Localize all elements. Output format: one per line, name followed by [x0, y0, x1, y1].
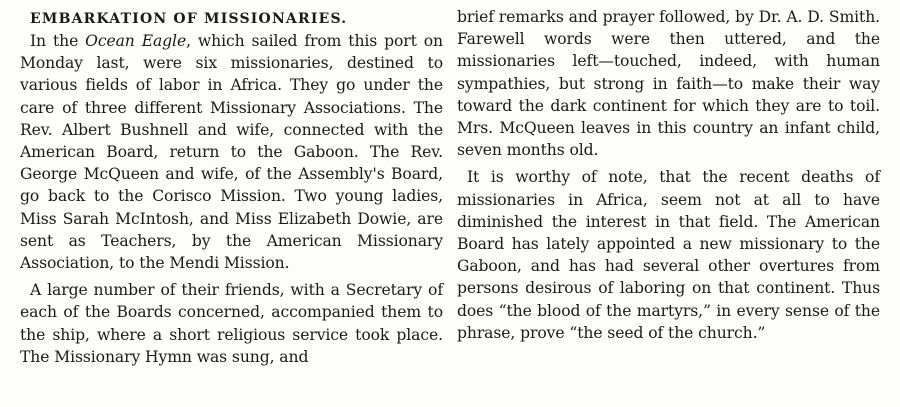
article-headline: EMBARKATION OF MISSIONARIES.: [30, 11, 348, 27]
paragraph-2-continued: brief remarks and prayer followed, by Dr. A. D. Smith. Farewell words were then uttered, and the missionaries left—touched, indeed, with human sympathies, but strong in faith—to make their way toward the dark continent for which they are to toil. Mrs. McQueen leaves in this country an infant child, seven months old.: [457, 8, 880, 160]
paragraph-1-lead: In the: [30, 32, 86, 50]
column-right: [457, 6, 880, 407]
paragraph-3: It is worthy of note, that the recent deaths of missionaries in Africa, seem not at all to have diminished the interest in that field. The American Board has lately appointed a new missionary to the Gaboon, and has had several other overtures from persons desirous of laboring on that continent. Thus does “the blood of the martyrs,” in every sense of the phrase, prove “the seed of the church.”: [457, 168, 880, 342]
column-left: [20, 6, 443, 407]
paragraph-2-start: A large number of their friends, with a Secretary of each of the Boards concerned, accompanied them to the ship, where a short religious service took place. The Missionary Hymn was sung, and: [20, 281, 443, 366]
ship-name: Ocean Eagle: [85, 32, 187, 50]
paragraph-1-rest: , which sailed from this port on Monday last, were six missionaries, destined to various fields of labor in Africa. They go under the care of three different Missionary Associations. The Rev. Albert Bushnell and wife, connected with the American Board, return to the Gaboon. The Rev. George McQueen and wife, of the Assembly's Board, go back to the Corisco Mission. Two young ladies, Miss Sarah McIntosh, and Miss Elizabeth Dowie, are sent as Teachers, by the American Missionary Association, to the Mendi Mission.: [20, 32, 443, 273]
paragraph-1: [20, 30, 443, 274]
